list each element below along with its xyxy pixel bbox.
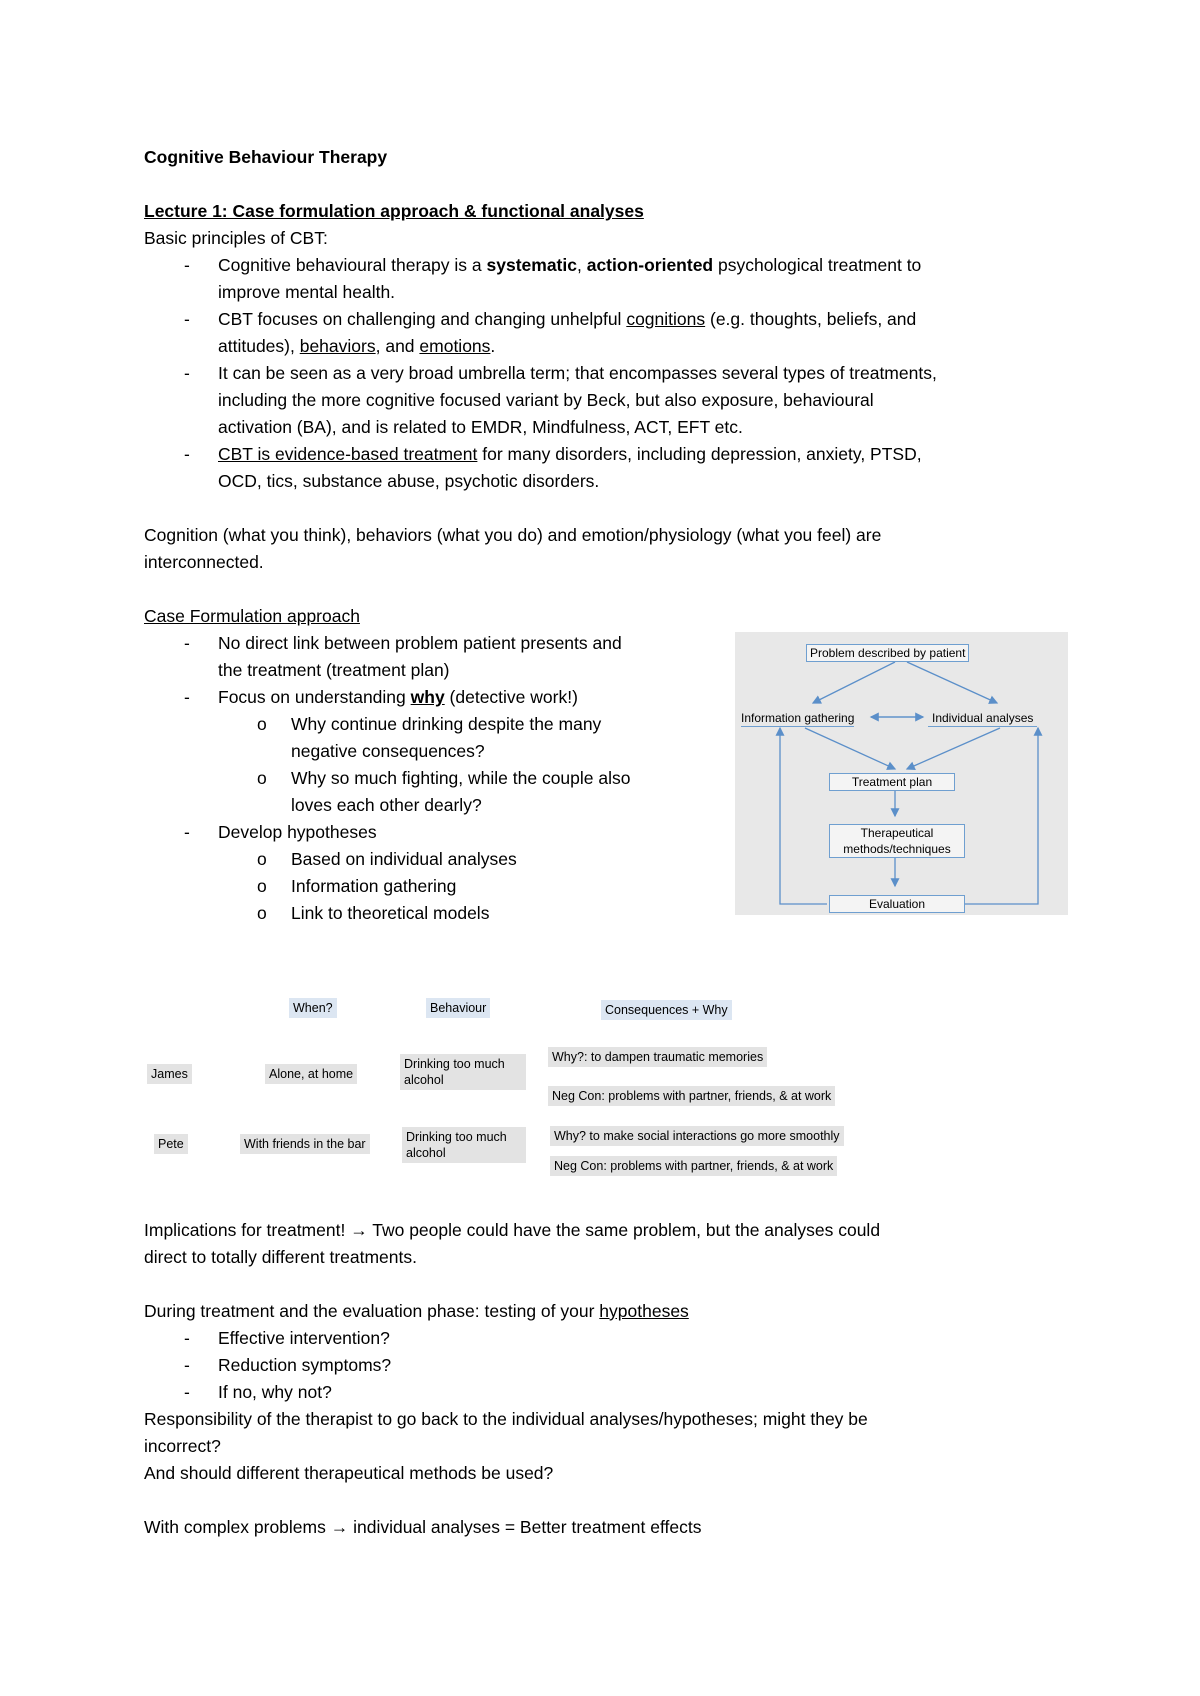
document-title: Cognitive Behaviour Therapy: [144, 147, 388, 167]
node-treatment-plan: Treatment plan: [829, 773, 955, 791]
basic-principles-label: Basic principles of CBT:: [144, 228, 328, 248]
header-when: When?: [289, 998, 337, 1018]
behaviour-line-2: alcohol: [404, 1073, 444, 1087]
principle-2: CBT focuses on challenging and changing unhelpful cognitions (e.g. thoughts, beliefs, and: [218, 309, 917, 329]
principle-2-cont: attitudes), behaviors, and emotions.: [218, 336, 496, 356]
principle-3-line-3: activation (BA), and is related to EMDR, Mindfulness, ACT, EFT etc.: [218, 417, 743, 437]
node-problem-described: Problem described by patient: [806, 644, 969, 662]
bullet-circle: o: [257, 876, 267, 896]
principle-4: CBT is evidence-based treatment for many disorders, including depression, anxiety, PTSD,: [218, 444, 922, 464]
cf-sub-1-line-1: Why continue drinking despite the many: [291, 714, 602, 734]
row-name-james: James: [147, 1064, 192, 1084]
bullet-dash: -: [184, 363, 190, 383]
interconnect-line-2: interconnected.: [144, 552, 264, 572]
implications-line-1: Implications for treatment! → Two people could have the same problem, but the analyses could: [144, 1220, 881, 1240]
responsibility-line-2: incorrect?: [144, 1436, 221, 1456]
bullet-dash: -: [184, 1328, 190, 1348]
interconnect-line-1: Cognition (what you think), behaviors (what you do) and emotion/physiology (what you feel) are: [144, 525, 882, 545]
implications-line-2: direct to totally different treatments.: [144, 1247, 418, 1267]
cf-item-2: Focus on understanding why (detective work!): [218, 687, 578, 707]
responsibility-line-3: And should different therapeutical methods be used?: [144, 1463, 554, 1483]
principle-1: Cognitive behavioural therapy is a systematic, action-oriented psychological treatment to: [218, 255, 922, 275]
responsibility-line-1: Responsibility of the therapist to go back to the individual analyses/hypotheses; might they be: [144, 1409, 868, 1429]
node-methods-line-2: methods/techniques: [843, 842, 951, 856]
case-formulation-heading: Case Formulation approach: [144, 606, 360, 626]
bullet-dash: -: [184, 822, 190, 842]
row-behaviour-james: [400, 1054, 526, 1090]
cf3-sub-1: Based on individual analyses: [291, 849, 517, 869]
row-when-james: Alone, at home: [265, 1064, 357, 1084]
header-consequences: Consequences + Why: [601, 1000, 732, 1020]
row-why-james: Why?: to dampen traumatic memories: [548, 1047, 767, 1067]
bullet-dash: -: [184, 309, 190, 329]
principle-4-cont: OCD, tics, substance abuse, psychotic disorders.: [218, 471, 600, 491]
bullet-dash: -: [184, 444, 190, 464]
cf-sub-1-line-2: negative consequences?: [291, 741, 485, 761]
bullet-circle: o: [257, 849, 267, 869]
row-why-pete: Why? to make social interactions go more smoothly: [550, 1126, 844, 1146]
behaviour-line-1: Drinking too much: [406, 1130, 507, 1144]
bullet-circle: o: [257, 768, 267, 788]
row-when-pete: With friends in the bar: [240, 1134, 370, 1154]
bullet-dash: -: [184, 1382, 190, 1402]
cf3-sub-2: Information gathering: [291, 876, 457, 896]
during-item-3: If no, why not?: [218, 1382, 332, 1402]
bullet-dash: -: [184, 633, 190, 653]
during-item-1: Effective intervention?: [218, 1328, 390, 1348]
cf-sub-2-line-2: loves each other dearly?: [291, 795, 482, 815]
principle-3-line-2: including the more cognitive focused variant by Beck, but also exposure, behavioural: [218, 390, 874, 410]
row-negcon-pete: Neg Con: problems with partner, friends, & at work: [550, 1156, 837, 1176]
cf-sub-2-line-1: Why so much fighting, while the couple also: [291, 768, 631, 788]
bullet-circle: o: [257, 903, 267, 923]
behaviour-line-1: Drinking too much: [404, 1057, 505, 1071]
node-therapeutical-methods: [829, 824, 965, 858]
complex-problems: With complex problems → individual analyses = Better treatment effects: [144, 1517, 702, 1537]
row-name-pete: Pete: [154, 1134, 188, 1154]
principle-1-cont: improve mental health.: [218, 282, 396, 302]
node-individual-analyses: Individual analyses: [928, 710, 1037, 727]
row-behaviour-pete: [402, 1127, 526, 1163]
bullet-dash: -: [184, 255, 190, 275]
cf-item-1-line-1: No direct link between problem patient presents and: [218, 633, 622, 653]
bullet-circle: o: [257, 714, 267, 734]
bullet-dash: -: [184, 1355, 190, 1375]
case-formulation-flow-diagram: [735, 632, 1068, 915]
during-item-2: Reduction symptoms?: [218, 1355, 392, 1375]
node-evaluation: Evaluation: [829, 895, 965, 913]
header-behaviour: Behaviour: [426, 998, 490, 1018]
cf3-sub-3: Link to theoretical models: [291, 903, 490, 923]
lecture-heading: Lecture 1: Case formulation approach & functional analyses: [144, 201, 644, 221]
during-treatment: During treatment and the evaluation phase: testing of your hypotheses: [144, 1301, 689, 1321]
cf-item-1-line-2: the treatment (treatment plan): [218, 660, 450, 680]
node-methods-line-1: Therapeutical: [860, 826, 934, 840]
bullet-dash: -: [184, 687, 190, 707]
behaviour-line-2: alcohol: [406, 1146, 446, 1160]
row-negcon-james: Neg Con: problems with partner, friends, & at work: [548, 1086, 835, 1106]
principle-3-line-1: It can be seen as a very broad umbrella term; that encompasses several types of treatments,: [218, 363, 937, 383]
node-information-gathering: Information gathering: [741, 711, 855, 725]
cf-item-3: Develop hypotheses: [218, 822, 377, 842]
